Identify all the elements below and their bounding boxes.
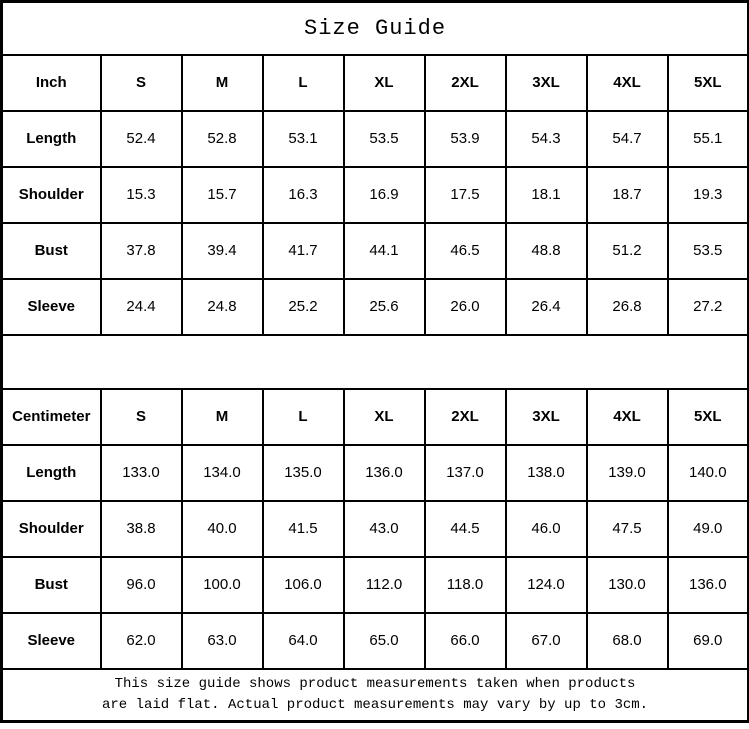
size-header-m: M xyxy=(182,55,263,111)
cell: 134.0 xyxy=(182,445,263,501)
size-header-4xl: 4XL xyxy=(587,55,668,111)
spacer-cell xyxy=(2,335,749,389)
row-label-length: Length xyxy=(2,111,101,167)
cell: 16.9 xyxy=(344,167,425,223)
size-header-s: S xyxy=(101,389,182,445)
cell: 17.5 xyxy=(425,167,506,223)
cell: 46.0 xyxy=(506,501,587,557)
size-header-5xl: 5XL xyxy=(668,55,749,111)
cell: 24.8 xyxy=(182,279,263,335)
cell: 136.0 xyxy=(344,445,425,501)
cell: 52.4 xyxy=(101,111,182,167)
cell: 44.5 xyxy=(425,501,506,557)
cell: 41.7 xyxy=(263,223,344,279)
centimeter-header-row xyxy=(2,389,749,445)
cell: 112.0 xyxy=(344,557,425,613)
size-header-xl: XL xyxy=(344,389,425,445)
table-row-cm-sleeve xyxy=(2,613,749,669)
size-header-2xl: 2XL xyxy=(425,389,506,445)
footer-note xyxy=(2,669,749,722)
cell: 53.1 xyxy=(263,111,344,167)
size-header-xl: XL xyxy=(344,55,425,111)
size-header-3xl: 3XL xyxy=(506,55,587,111)
table-row-inch-bust xyxy=(2,223,749,279)
cell: 135.0 xyxy=(263,445,344,501)
size-header-l: L xyxy=(263,389,344,445)
table-row-cm-shoulder xyxy=(2,501,749,557)
cell: 18.7 xyxy=(587,167,668,223)
cell: 26.0 xyxy=(425,279,506,335)
size-header-4xl: 4XL xyxy=(587,389,668,445)
cell: 53.9 xyxy=(425,111,506,167)
cell: 106.0 xyxy=(263,557,344,613)
cell: 137.0 xyxy=(425,445,506,501)
cell: 53.5 xyxy=(344,111,425,167)
size-header-2xl: 2XL xyxy=(425,55,506,111)
size-header-m: M xyxy=(182,389,263,445)
cell: 63.0 xyxy=(182,613,263,669)
inch-header-row xyxy=(2,55,749,111)
table-row-cm-length xyxy=(2,445,749,501)
cell: 55.1 xyxy=(668,111,749,167)
cell: 124.0 xyxy=(506,557,587,613)
cell: 67.0 xyxy=(506,613,587,669)
unit-label-inch: Inch xyxy=(2,55,101,111)
cell: 37.8 xyxy=(101,223,182,279)
cell: 15.7 xyxy=(182,167,263,223)
cell: 62.0 xyxy=(101,613,182,669)
cell: 53.5 xyxy=(668,223,749,279)
cell: 39.4 xyxy=(182,223,263,279)
unit-label-centimeter: Centimeter xyxy=(2,389,101,445)
cell: 46.5 xyxy=(425,223,506,279)
cell: 25.6 xyxy=(344,279,425,335)
cell: 54.7 xyxy=(587,111,668,167)
row-label-sleeve: Sleeve xyxy=(2,279,101,335)
cell: 25.2 xyxy=(263,279,344,335)
table-row-inch-length xyxy=(2,111,749,167)
page-title: Size Guide xyxy=(2,2,749,55)
cell: 49.0 xyxy=(668,501,749,557)
cell: 138.0 xyxy=(506,445,587,501)
cell: 16.3 xyxy=(263,167,344,223)
spacer-row xyxy=(2,335,749,389)
cell: 27.2 xyxy=(668,279,749,335)
cell: 54.3 xyxy=(506,111,587,167)
cell: 18.1 xyxy=(506,167,587,223)
cell: 43.0 xyxy=(344,501,425,557)
cell: 118.0 xyxy=(425,557,506,613)
row-label-shoulder: Shoulder xyxy=(2,167,101,223)
cell: 65.0 xyxy=(344,613,425,669)
table-row-inch-sleeve xyxy=(2,279,749,335)
row-label-bust: Bust xyxy=(2,223,101,279)
cell: 133.0 xyxy=(101,445,182,501)
table-row-inch-shoulder xyxy=(2,167,749,223)
row-label-bust: Bust xyxy=(2,557,101,613)
cell: 64.0 xyxy=(263,613,344,669)
cell: 26.4 xyxy=(506,279,587,335)
cell: 66.0 xyxy=(425,613,506,669)
cell: 47.5 xyxy=(587,501,668,557)
cell: 69.0 xyxy=(668,613,749,669)
row-label-length: Length xyxy=(2,445,101,501)
cell: 136.0 xyxy=(668,557,749,613)
table-row-cm-bust xyxy=(2,557,749,613)
cell: 26.8 xyxy=(587,279,668,335)
cell: 19.3 xyxy=(668,167,749,223)
size-header-5xl: 5XL xyxy=(668,389,749,445)
size-header-3xl: 3XL xyxy=(506,389,587,445)
cell: 51.2 xyxy=(587,223,668,279)
cell: 139.0 xyxy=(587,445,668,501)
cell: 44.1 xyxy=(344,223,425,279)
title-row xyxy=(2,2,749,55)
row-label-sleeve: Sleeve xyxy=(2,613,101,669)
cell: 40.0 xyxy=(182,501,263,557)
footer-note-line2: are laid flat. Actual product measurements may vary by up to 3cm. xyxy=(101,696,649,713)
cell: 41.5 xyxy=(263,501,344,557)
footer-note-line1: This size guide shows product measurements taken when products xyxy=(114,676,636,693)
cell: 48.8 xyxy=(506,223,587,279)
row-label-shoulder: Shoulder xyxy=(2,501,101,557)
cell: 24.4 xyxy=(101,279,182,335)
size-header-l: L xyxy=(263,55,344,111)
cell: 100.0 xyxy=(182,557,263,613)
cell: 52.8 xyxy=(182,111,263,167)
cell: 130.0 xyxy=(587,557,668,613)
footer-row xyxy=(2,669,749,722)
cell: 140.0 xyxy=(668,445,749,501)
cell: 38.8 xyxy=(101,501,182,557)
cell: 96.0 xyxy=(101,557,182,613)
size-header-s: S xyxy=(101,55,182,111)
cell: 68.0 xyxy=(587,613,668,669)
cell: 15.3 xyxy=(101,167,182,223)
